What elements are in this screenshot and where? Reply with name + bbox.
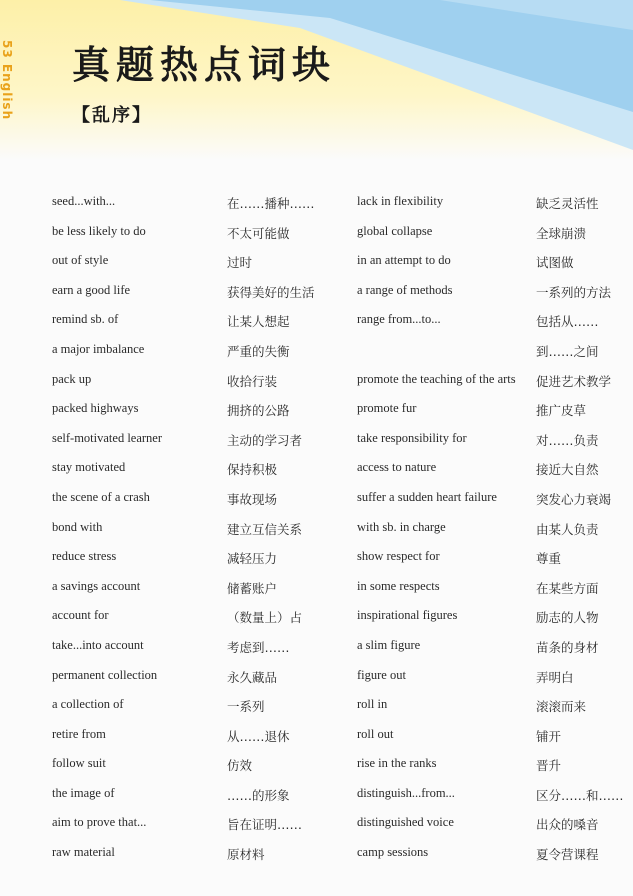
english-phrase-left: the scene of a crash (52, 489, 150, 504)
chinese-meaning-left: 考虑到…… (227, 639, 290, 655)
chinese-meaning-right: 对……负责 (536, 432, 599, 448)
chinese-meaning-right: 苗条的身材 (536, 639, 599, 655)
english-phrase-right: a slim figure (357, 637, 421, 652)
chinese-meaning-right: 试图做 (536, 255, 574, 271)
chinese-meaning-left: ……的形象 (227, 787, 290, 803)
vocab-row (0, 188, 633, 218)
chinese-meaning-left: 永久藏品 (227, 669, 278, 685)
english-phrase-left: account for (52, 608, 109, 623)
english-phrase-right: promote the teaching of the arts (357, 371, 516, 386)
vocab-row (0, 632, 633, 662)
chinese-meaning-right: 滚滚而来 (536, 699, 587, 715)
vocab-row (0, 721, 633, 751)
english-phrase-left: remind sb. of (52, 312, 119, 327)
chinese-meaning-right: 推广皮草 (536, 403, 587, 419)
chinese-meaning-left: 建立互信关系 (227, 521, 303, 537)
chinese-meaning-right: 在某些方面 (536, 580, 599, 596)
english-phrase-left: follow suit (52, 756, 106, 771)
english-phrase-right: promote fur (357, 401, 417, 416)
page-title: 真题热点词块 (72, 43, 337, 87)
vocab-row (0, 543, 633, 573)
chinese-meaning-left: 拥挤的公路 (227, 403, 290, 419)
chinese-meaning-left: 旨在证明…… (227, 817, 303, 833)
english-phrase-left: earn a good life (52, 282, 131, 297)
chinese-meaning-left: 从……退休 (227, 728, 290, 744)
chinese-meaning-left: 收拾行装 (227, 373, 278, 389)
vocab-row (0, 662, 633, 692)
chinese-meaning-right: 出众的嗓音 (536, 817, 599, 833)
vocab-row (0, 247, 633, 277)
english-phrase-left: bond with (52, 519, 103, 534)
chinese-meaning-right: 一系列的方法 (536, 284, 612, 300)
chinese-meaning-right: 缺乏灵活性 (536, 196, 599, 211)
chinese-meaning-left: 原材料 (227, 847, 265, 863)
chinese-meaning-right: 全球崩溃 (536, 225, 587, 241)
chinese-meaning-left: 过时 (227, 255, 253, 271)
chinese-meaning-left: 事故现场 (227, 491, 278, 507)
english-phrase-left: seed...with... (52, 194, 116, 208)
vocab-row (0, 602, 633, 632)
vocab-row (0, 425, 633, 455)
english-phrase-right: in some respects (357, 578, 440, 593)
chinese-meaning-right: 包括从…… (536, 314, 599, 330)
page-subtitle: 【乱序】 (72, 105, 152, 126)
chinese-meaning-right: 夏令营课程 (536, 847, 599, 863)
chinese-meaning-left: 严重的失衡 (227, 343, 290, 359)
english-phrase-left: a collection of (52, 697, 124, 712)
chinese-meaning-right: 到……之间 (536, 343, 599, 359)
english-phrase-left: be less likely to do (52, 223, 146, 238)
vocab-row (0, 336, 633, 366)
english-phrase-right: inspirational figures (357, 608, 458, 623)
chinese-meaning-left: 储蓄账户 (227, 580, 278, 596)
english-phrase-left: the image of (52, 785, 115, 800)
english-phrase-right: rise in the ranks (357, 756, 437, 771)
chinese-meaning-left: 让某人想起 (227, 314, 290, 330)
vocab-row (0, 484, 633, 514)
chinese-meaning-left: （数量上）占 (227, 610, 303, 626)
chinese-meaning-right: 弄明白 (536, 669, 574, 685)
chinese-meaning-left: 获得美好的生活 (227, 284, 315, 300)
english-phrase-left: aim to prove that... (52, 815, 147, 830)
english-phrase-right: roll in (357, 697, 388, 712)
english-phrase-left: a savings account (52, 578, 141, 593)
vocab-row (0, 780, 633, 810)
vocab-row (0, 454, 633, 484)
chinese-meaning-right: 铺开 (536, 728, 562, 744)
chinese-meaning-right: 区分……和…… (536, 787, 624, 803)
english-phrase-right: range from...to... (357, 312, 441, 327)
chinese-meaning-left: 不太可能做 (227, 225, 290, 241)
english-phrase-right: show respect for (357, 549, 440, 564)
english-phrase-right: take responsibility for (357, 430, 467, 445)
chinese-meaning-right: 晋升 (536, 758, 562, 774)
english-phrase-left: a major imbalance (52, 341, 145, 356)
english-phrase-left: retire from (52, 726, 106, 741)
vocab-row (0, 366, 633, 396)
chinese-meaning-left: 仿效 (227, 758, 253, 774)
english-phrase-right: in an attempt to do (357, 253, 451, 268)
chinese-meaning-right: 促进艺术教学 (536, 373, 612, 389)
english-phrase-right: with sb. in charge (357, 519, 446, 534)
side-logo: 53 English (0, 40, 14, 121)
chinese-meaning-left: 一系列 (227, 699, 265, 715)
english-phrase-left: permanent collection (52, 667, 158, 682)
vocab-row (0, 839, 633, 869)
english-phrase-left: pack up (52, 371, 92, 386)
english-phrase-right: global collapse (357, 223, 433, 238)
vocab-row (0, 395, 633, 425)
vocab-list (0, 188, 633, 869)
english-phrase-right: roll out (357, 726, 394, 741)
vocab-row (0, 573, 633, 603)
chinese-meaning-right: 尊重 (536, 551, 562, 567)
english-phrase-right: access to nature (357, 460, 437, 475)
chinese-meaning-right: 接近大自然 (536, 462, 599, 478)
chinese-meaning-right: 突发心力衰竭 (536, 491, 612, 507)
english-phrase-right: distinguish...from... (357, 785, 455, 800)
english-phrase-right: suffer a sudden heart failure (357, 489, 497, 504)
vocab-row (0, 218, 633, 248)
english-phrase-left: stay motivated (52, 460, 126, 475)
page-header (0, 0, 633, 160)
chinese-meaning-left: 主动的学习者 (227, 432, 303, 448)
english-phrase-left: take...into account (52, 637, 144, 652)
english-phrase-right: figure out (357, 667, 406, 682)
vocab-row (0, 809, 633, 839)
english-phrase-left: raw material (52, 845, 115, 860)
english-phrase-right: camp sessions (357, 845, 429, 860)
chinese-meaning-right: 励志的人物 (536, 610, 599, 626)
vocab-row (0, 277, 633, 307)
english-phrase-left: out of style (52, 253, 109, 268)
chinese-meaning-left: 减轻压力 (227, 551, 278, 567)
vocab-row (0, 306, 633, 336)
english-phrase-right: a range of methods (357, 282, 453, 297)
english-phrase-right: distinguished voice (357, 815, 454, 830)
english-phrase-left: packed highways (52, 401, 139, 416)
english-phrase-left: self-motivated learner (52, 430, 163, 445)
vocab-row (0, 691, 633, 721)
vocab-row (0, 514, 633, 544)
chinese-meaning-left: 在……播种…… (227, 196, 315, 211)
chinese-meaning-left: 保持积极 (227, 462, 278, 478)
chinese-meaning-right: 由某人负责 (536, 521, 599, 537)
english-phrase-left: reduce stress (52, 549, 117, 564)
vocab-row (0, 750, 633, 780)
english-phrase-right: lack in flexibility (357, 194, 444, 208)
